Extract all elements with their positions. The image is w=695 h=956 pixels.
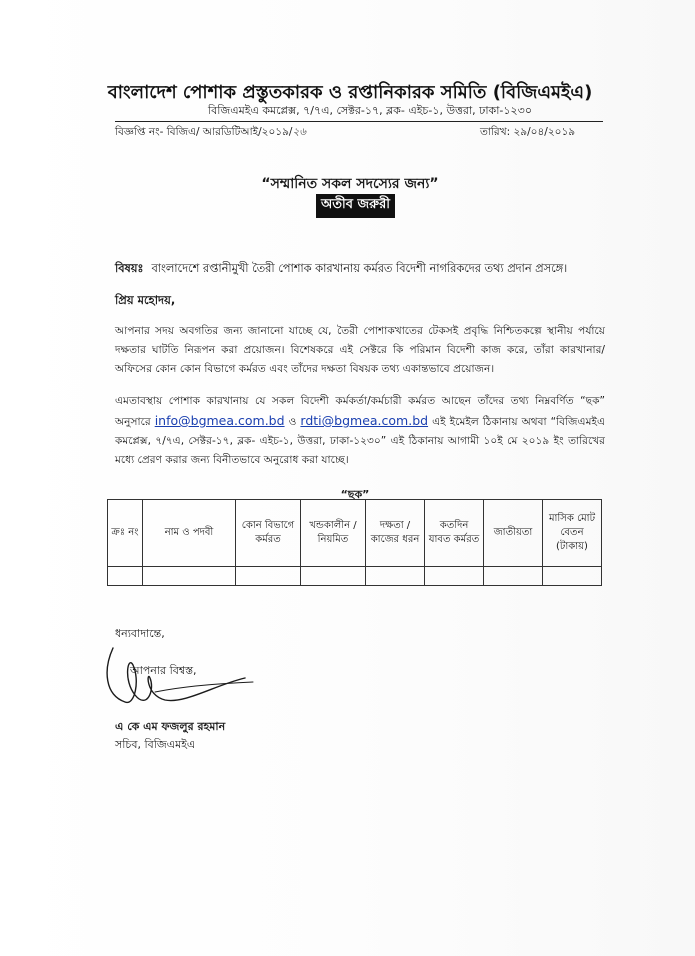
reference-prefix: বিজ্ঞপ্তি নং- বিজিএ/ আরডিটিআই/২০১৯/ xyxy=(115,126,293,138)
table-empty-cell[interactable] xyxy=(301,567,366,586)
letter-date: তারিখ: ২৯/০৪/২০১৯ xyxy=(480,126,576,138)
table-header-cell: জাতীয়তা xyxy=(484,500,543,567)
information-form-table xyxy=(107,499,602,586)
table-header-cell: মাসিক মোট বেতন (টাকায়) xyxy=(543,500,602,567)
organization-address: বিজিএমইএ কমপ্লেক্স, ৭/৭এ, সেক্টর-১৭, ব্লক- এইচ-১, উত্তরা, ঢাকা-১২৩০ xyxy=(208,104,532,117)
header-divider xyxy=(115,121,603,122)
subject-text: বাংলাদেশে রপ্তানীমুখী তৈরী পোশাক কারখানায় কর্মরত বিদেশী নাগরিকদের তথ্য প্রদান প্রসঙ্গে। xyxy=(151,262,568,275)
table-empty-cell[interactable] xyxy=(143,567,236,586)
organization-name: বাংলাদেশ পোশাক প্রস্তুতকারক ও রপ্তানিকারক সমিতি (বিজিএমইএ) xyxy=(107,82,593,103)
notice-heading: “সম্মানিত সকল সদস্যের জন্য” xyxy=(261,176,439,192)
table-header-cell: নাম ও পদবী xyxy=(143,500,236,567)
paragraph-2-part2: এই ইমেইল ঠিকানায় অথবা “বিজিএমইএ কমপ্লেক্স, ৭/৭এ, সেক্টর-১৭, ব্লক- এইচ-১, উত্তরা, ঢাকা-১২৩০” এই ঠিকানায় আগামী ১০ই মে ২০১৯ ইং তারিখের মধ্যে প্রেরণ করার জন্য বিনীতভাবে অনুরোধ করা যাচ্ছে। xyxy=(115,416,606,466)
table-empty-cell[interactable] xyxy=(366,567,425,586)
email-link-info[interactable]: info@bgmea.com.bd xyxy=(154,413,285,428)
table-header-cell: কোন বিভাগে কর্মরত xyxy=(236,500,301,567)
table-empty-cell[interactable] xyxy=(484,567,543,586)
table-row xyxy=(108,567,602,586)
email-link-rdti[interactable]: rdti@bgmea.com.bd xyxy=(300,413,429,428)
paragraph-1: আপনার সদয় অবগতির জন্য জানানো যাচ্ছে যে, তৈরী পোশাকখাতের টেকসই প্রবৃদ্ধি নিশ্চিতকল্পে স্থানীয় পর্যায়ে দক্ষতার ঘাটতি নিরূপন করা প্রয়োজন। বিশেষকরে এই সেক্টরে কি পরিমান বিদেশী কাজ করে, তাঁরা কারখানার/ অফিসের কোন কোন বিভাগে কর্মরত এবং তাঁদের দক্ষতা বিষয়ক তথ্য একান্তভাবে প্রয়োজন। xyxy=(115,325,605,375)
table-empty-cell[interactable] xyxy=(543,567,602,586)
table-empty-cell[interactable] xyxy=(236,567,301,586)
table-empty-cell[interactable] xyxy=(108,567,143,586)
yours-faithfully: আপনার বিশ্বস্ত, xyxy=(130,664,197,677)
signer-title: সচিব, বিজিএমইএ xyxy=(115,738,196,751)
table-title: “ছক” xyxy=(340,488,370,501)
table-header-cell: দক্ষতা / কাজের ধরন xyxy=(366,500,425,567)
table-header-row xyxy=(108,500,602,567)
subject-line xyxy=(115,260,605,279)
reference-number xyxy=(115,125,306,142)
table-header-cell: কতদিন যাবত কর্মরত xyxy=(425,500,484,567)
signer-name: এ কে এম ফজলুর রহমান xyxy=(115,720,226,733)
subject-label: বিষয়ঃ xyxy=(115,262,144,275)
reference-handwritten-number: ২৬ xyxy=(292,126,307,138)
paragraph-2-conjunction: ও xyxy=(288,416,297,428)
paragraph-2 xyxy=(115,392,605,470)
closing-text: ধন্যবাদান্তে, xyxy=(115,627,165,640)
handwritten-signature xyxy=(95,640,265,720)
paragraph-2-part1: এমতাবস্থায় পোশাক কারখানায় যে সকল বিদেশী কর্মকর্তা/কর্মচারী কর্মরত আছেন তাঁদের তথ্য নিম্নবর্ণিত “ছক” অনুসারে xyxy=(115,395,605,428)
table-header-cell: খন্ডকালীন / নিয়মিত xyxy=(301,500,366,567)
urgent-badge: অতীব জরুরী xyxy=(316,194,395,218)
salutation: প্রিয় মহোদয়, xyxy=(115,293,176,307)
table-empty-cell[interactable] xyxy=(425,567,484,586)
table-header-cell: ক্রঃ নং xyxy=(108,500,143,567)
